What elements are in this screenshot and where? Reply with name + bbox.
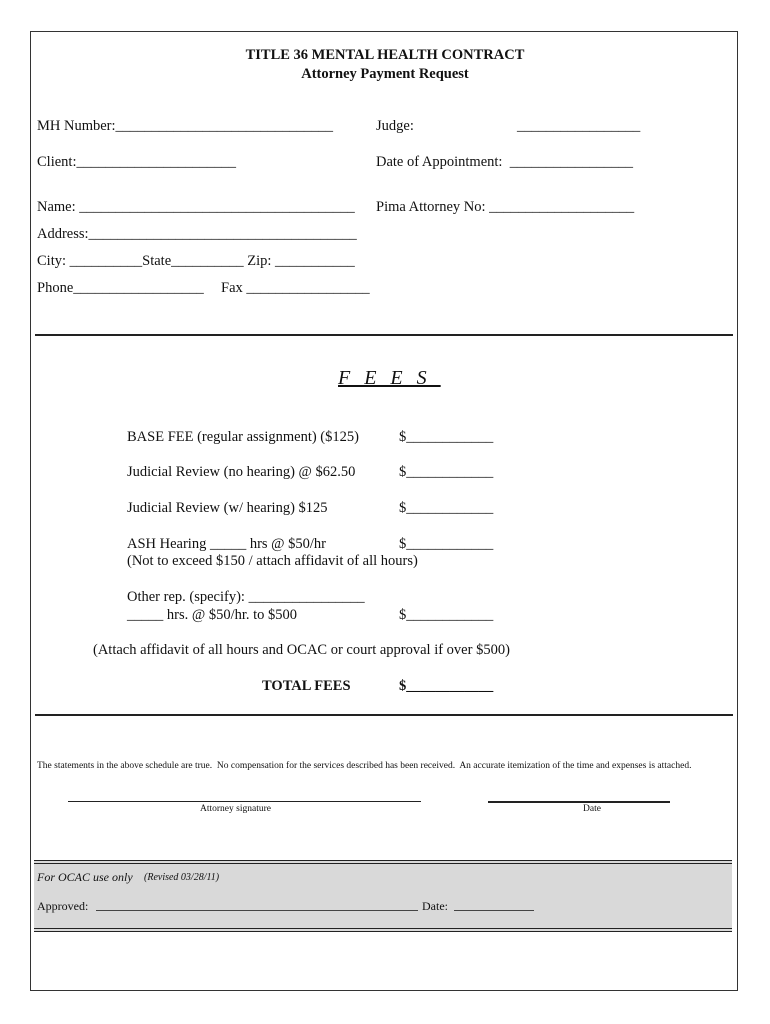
- other-rep-label[interactable]: Other rep. (specify): ________________: [127, 589, 365, 605]
- judge-label: Judge:: [376, 118, 414, 134]
- address-field[interactable]: Address:_____________________________________: [37, 226, 357, 242]
- pima-attorney-no-field[interactable]: Pima Attorney No: ____________________: [376, 199, 635, 215]
- city-state-zip-field[interactable]: City: __________State__________ Zip: ___________: [37, 253, 355, 269]
- judicial-no-hearing-amount[interactable]: $____________: [399, 464, 494, 480]
- other-rep-amount[interactable]: $____________: [399, 607, 494, 623]
- judge-field[interactable]: _________________: [517, 118, 641, 134]
- approved-label: Approved:: [37, 899, 89, 913]
- date-of-appointment-field[interactable]: Date of Appointment: _________________: [376, 154, 633, 170]
- mh-number-field[interactable]: MH Number:______________________________: [37, 118, 334, 134]
- name-field[interactable]: Name: ______________________________________: [37, 199, 355, 215]
- ocac-revised-date: (Revised 03/28/11): [144, 872, 220, 883]
- approved-field[interactable]: [96, 910, 418, 911]
- base-fee-amount[interactable]: $____________: [399, 429, 494, 445]
- base-fee-label: BASE FEE (regular assignment) ($125): [127, 429, 359, 445]
- section-divider: [35, 714, 733, 716]
- form-title: TITLE 36 MENTAL HEALTH CONTRACT: [245, 47, 525, 63]
- ocac-section: [34, 860, 732, 932]
- ocac-date-field[interactable]: [454, 910, 534, 911]
- attorney-signature-label: Attorney signature: [200, 804, 271, 814]
- judicial-with-hearing-amount[interactable]: $____________: [399, 500, 494, 516]
- signature-date-line[interactable]: [488, 801, 670, 803]
- total-fees-label: TOTAL FEES: [262, 678, 351, 694]
- attach-note: (Attach affidavit of all hours and OCAC or court approval if over $500): [93, 642, 510, 658]
- fees-heading: FEES: [338, 367, 441, 389]
- ocac-date-label: Date:: [422, 899, 448, 913]
- phone-field[interactable]: Phone__________________: [37, 280, 204, 296]
- total-fees-amount[interactable]: $____________: [399, 678, 494, 694]
- ash-hearing-note: (Not to exceed $150 / attach affidavit of all hours): [127, 553, 418, 569]
- ocac-label: For OCAC use only: [37, 870, 133, 884]
- form-subtitle: Attorney Payment Request: [301, 66, 469, 82]
- ash-hearing-amount[interactable]: $____________: [399, 536, 494, 552]
- ash-hearing-label[interactable]: ASH Hearing _____ hrs @ $50/hr: [127, 536, 327, 552]
- fax-field[interactable]: Fax _________________: [221, 280, 370, 296]
- client-field[interactable]: Client:______________________: [37, 154, 236, 170]
- attorney-signature-line[interactable]: [68, 801, 421, 802]
- judicial-no-hearing-label: Judicial Review (no hearing) @ $62.50: [127, 464, 356, 480]
- section-divider: [35, 334, 733, 336]
- signature-date-label: Date: [583, 804, 601, 814]
- certification-statement: The statements in the above schedule are true. No compensation for the services described has been received. An accurate itemization of the time and expenses is attached.: [37, 761, 692, 771]
- other-rep-hours[interactable]: _____ hrs. @ $50/hr. to $500: [127, 607, 298, 623]
- judicial-with-hearing-label: Judicial Review (w/ hearing) $125: [127, 500, 328, 516]
